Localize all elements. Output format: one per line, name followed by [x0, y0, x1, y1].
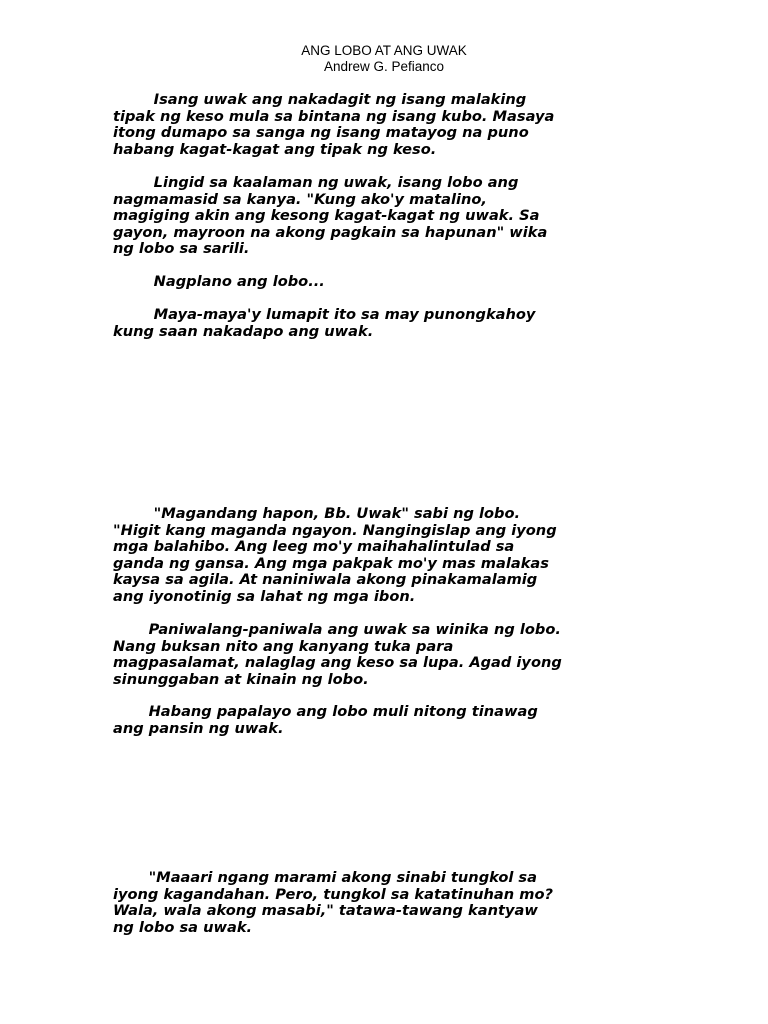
paragraph-2: Lingid sa kaalaman ng uwak, isang lobo ang nagmamasid sa kanya. "Kung ako'y matalino, magiging akin ang kesong kagat-kagat ng uwak. Sa gayon, mayroon na akong pagkain sa hapunan" wika ng lobo sa sarili.: [113, 174, 548, 257]
paragraph-6: Paniwalang-paniwala ang uwak sa winika ng lobo. Nang buksan nito ang kanyang tuka para magpasalamat, nalaglag ang keso sa lupa. Agad iyong sinunggaban at kinain ng lobo.: [113, 621, 562, 688]
paragraph-1: Isang uwak ang nakadagit ng isang malaking tipak ng keso mula sa bintana ng isang kubo. Masaya itong dumapo sa sanga ng isang matayog na puno habang kagat-kagat ang tipak ng keso.: [113, 91, 555, 158]
paragraph-5: "Magandang hapon, Bb. Uwak" sabi ng lobo. "Higit kang maganda ngayon. Nangingislap ang iyong mga balahibo. Ang leeg mo'y maihahalintulad sa ganda ng gansa. Ang mga pakpak mo'y mas malakas kaysa sa agila. At naniniwala akong pinakamalamig ang iyonotinig sa lahat ng mga ibon.: [113, 505, 557, 605]
page-title: ANG LOBO AT ANG UWAK: [301, 43, 467, 58]
paragraph-3: Nagplano ang lobo...: [113, 273, 325, 290]
paragraph-4: Maya-maya'y lumapit ito sa may punongkahoy kung saan nakadapo ang uwak.: [113, 306, 536, 340]
paragraph-7: Habang papalayo ang lobo muli nitong tinawag ang pansin ng uwak.: [113, 703, 538, 737]
author-name: Andrew G. Pefianco: [323, 59, 445, 74]
paragraph-8: "Maaari ngang marami akong sinabi tungkol sa iyong kagandahan. Pero, tungkol sa katatinuhan mo? Wala, wala akong masabi," tatawa-tawang kantyaw ng lobo sa uwak.: [113, 869, 553, 936]
